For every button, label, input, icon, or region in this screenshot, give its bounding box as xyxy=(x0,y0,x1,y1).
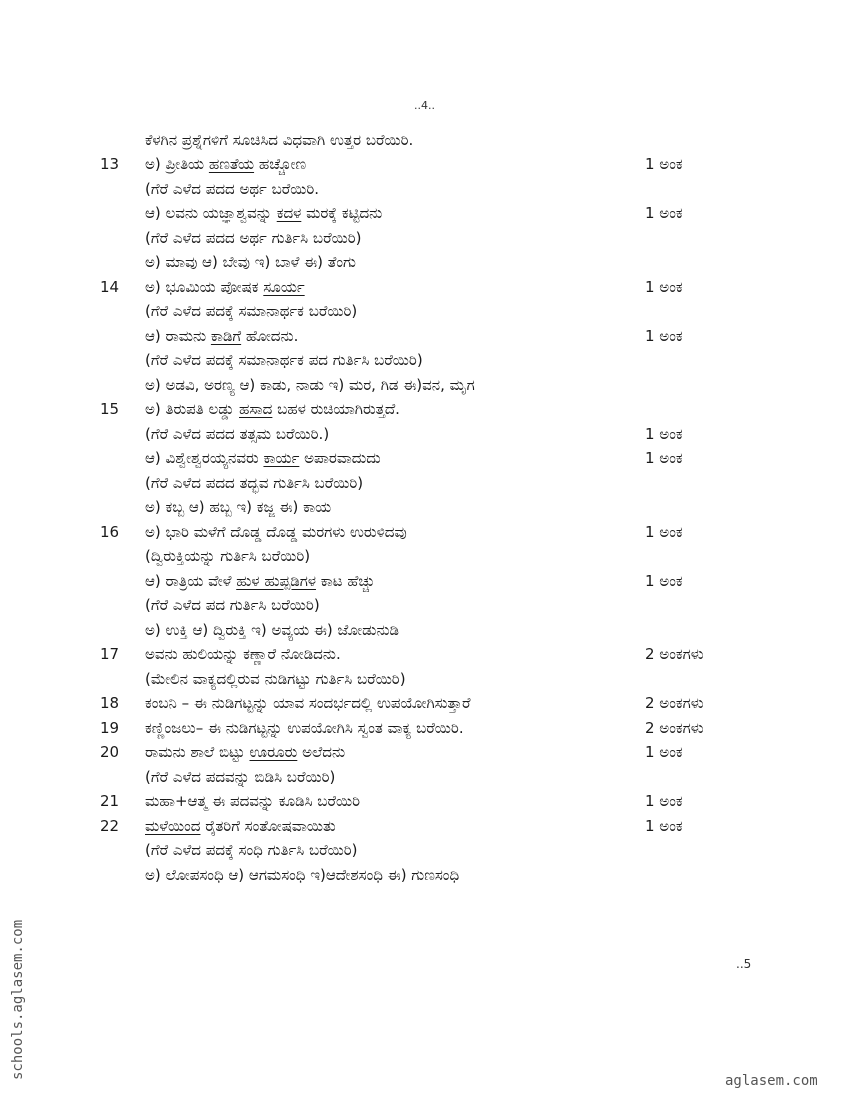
question-text-part: ಅ) ಲೋಪಸಂಧಿ ಆ) ಆಗಮಸಂಧಿ ಇ)ಆದೇಶಸಂಧಿ ಈ) ಗುಣಸಂಧಿ xyxy=(145,865,460,884)
question-text-part: (ಗೆರೆ ಎಳೆದ ಪದವನ್ನು ಬಿಡಿಸಿ ಬರೆಯಿರಿ) xyxy=(145,767,336,786)
question-text xyxy=(145,446,381,470)
question-number: 22 xyxy=(100,816,120,835)
question-text xyxy=(145,863,459,887)
instructions-text: ಕೆಳಗಿನ ಪ್ರಶ್ನೆಗಳಿಗೆ ಸೂಚಿಸಿದ ವಿಧವಾಗಿ ಉತ್ತರ ಬರೆಯಿರಿ. xyxy=(145,131,414,149)
question-text xyxy=(145,544,310,568)
question-text xyxy=(145,520,407,544)
question-text-part: (ಗೆರೆ ಎಳೆದ ಪದಕ್ಕೆ ಸಂಧಿ ಗುರ್ತಿಸಿ ಬರೆಯಿರಿ) xyxy=(145,841,358,859)
question-text xyxy=(145,716,464,740)
question-text xyxy=(145,397,400,421)
question-text-part: ಕಣ್ಣಿಂಜಲು– ಈ ನುಡಿಗಟ್ಟನ್ನು ಉಪಯೋಗಿಸಿ ಸ್ವಂತ ವಾಕ್ಯ ಬರೆಯಿರಿ. xyxy=(145,718,464,737)
question-text-part: ಅ) ಭಾರಿ ಮಳೆಗೆ ದೊಡ್ಡ ದೊಡ್ಡ ಮರಗಳು ಉರುಳಿದವು xyxy=(145,522,407,541)
marks-label: 1 ಅಂಕ xyxy=(645,155,683,173)
question-text xyxy=(145,618,399,642)
underlined-word: ಊರೂರು xyxy=(249,743,298,761)
question-text-part: (ಗೆರೆ ಎಳೆದ ಪದದ ಅರ್ಥ ಬರೆಯಿರಿ. xyxy=(145,179,320,198)
question-text xyxy=(145,667,406,691)
question-text xyxy=(145,593,320,617)
question-text-part: ಆ) ಲವನು ಯಜ್ಞಾಶ್ವವನ್ನು xyxy=(145,204,277,222)
underlined-word: ಕಾಡಿಗೆ xyxy=(210,326,242,345)
question-text-part: ಅ) ಕಬ್ಬ ಆ) ಹಬ್ಬ ಇ) ಕಜ್ಜ ಈ) ಕಾಯ xyxy=(145,498,332,516)
question-text-part: ಅಪಾರವಾದುದು xyxy=(299,449,381,467)
marks-label: 1 ಅಂಕ xyxy=(645,424,683,443)
question-text xyxy=(145,324,298,348)
question-text-part: ಅಲೆದನು xyxy=(297,743,346,761)
marks-label: 1 ಅಂಕ xyxy=(645,449,683,467)
question-text-part: ಅ) ತಿರುಪತಿ ಲಡ್ಡು xyxy=(145,400,240,418)
underlined-word: ಹಸಾದ xyxy=(239,400,273,418)
question-text xyxy=(145,373,475,397)
marks-label: 1 ಅಂಕ xyxy=(645,571,683,590)
question-text-part: ರೈತರಿಗೆ ಸಂತೋಷವಾಯಿತು xyxy=(200,816,336,835)
question-text xyxy=(145,642,341,666)
question-text-part: ಬಹಳ ರುಚಿಯಾಗಿರುತ್ತದೆ. xyxy=(272,400,400,418)
question-number: 16 xyxy=(100,522,120,541)
question-text xyxy=(145,152,306,176)
question-text xyxy=(145,569,375,593)
question-text-part: ಕಾಟ ಹೆಚ್ಚು xyxy=(315,571,375,590)
page-number-bottom: ..5 xyxy=(736,957,752,971)
underlined-word: ಕಾರ್ಯ xyxy=(263,449,300,467)
question-text-part: (ಗೆರೆ ಎಳೆದ ಪದಕ್ಕೆ ಸಮಾನಾರ್ಥಕ ಪದ ಗುರ್ತಿಸಿ ಬರೆಯಿರಿ) xyxy=(145,351,423,369)
question-text-part: ಕಂಬನಿ – ಈ ನುಡಿಗಟ್ಟನ್ನು ಯಾವ ಸಂದರ್ಭದಲ್ಲಿ ಉಪಯೋಗಿಸುತ್ತಾರೆ xyxy=(145,694,471,712)
question-text xyxy=(145,250,356,274)
marks-label: 1 ಅಂಕ xyxy=(645,522,683,541)
question-text xyxy=(145,226,362,250)
question-number: 18 xyxy=(100,694,120,712)
question-number: 20 xyxy=(100,743,120,761)
marks-label: 2 ಅಂಕಗಳು xyxy=(645,645,704,663)
marks-label: 1 ಅಂಕ xyxy=(645,326,683,345)
marks-label: 1 ಅಂಕ xyxy=(645,792,683,810)
question-text xyxy=(145,422,329,446)
marks-label: 2 ಅಂಕಗಳು xyxy=(645,694,704,712)
question-text xyxy=(145,740,345,764)
question-text xyxy=(145,275,305,299)
question-text-part: ಮರಕ್ಕೆ ಕಟ್ಟಿದನು xyxy=(301,204,383,222)
underlined-word: ಮಳೆಯಿಂದ xyxy=(145,816,201,835)
question-text xyxy=(145,299,357,323)
marks-label: 1 ಅಂಕ xyxy=(645,204,683,222)
underlined-word: ಹುಳ ಹುಪ್ಪಡಿಗಳ xyxy=(236,571,316,590)
underlined-word: ಕದಳ xyxy=(276,204,302,222)
question-text-part: ಅ) ಉಕ್ತಿ ಆ) ದ್ವಿರುಕ್ತಿ ಇ) ಅವ್ಯಯ ಈ) ಜೋಡುನುಡಿ xyxy=(145,620,400,639)
question-text-part: (ಗೆರೆ ಎಳೆದ ಪದಕ್ಕೆ ಸಮಾನಾರ್ಥಕ ಬರೆಯಿರಿ) xyxy=(145,302,358,320)
question-text-part: ಅ) ಭೂಮಿಯ ಪೋಷಕ xyxy=(145,277,264,296)
marks-label: 1 ಅಂಕ xyxy=(645,743,683,761)
question-number: 13 xyxy=(100,155,120,173)
question-text-part: (ಗೆರೆ ಎಳೆದ ಪದದ ತತ್ಸಮ ಬರೆಯಿರಿ.) xyxy=(145,424,330,443)
question-text-part: (ದ್ವಿರುಕ್ತಿಯನ್ನು ಗುರ್ತಿಸಿ ಬರೆಯಿರಿ) xyxy=(145,547,311,565)
marks-label: 2 ಅಂಕಗಳು xyxy=(645,718,704,737)
question-text xyxy=(145,838,358,862)
question-text-part: (ಗೆರೆ ಎಳೆದ ಪದದ ತದ್ಭವ ಗುರ್ತಿಸಿ ಬರೆಯಿರಿ) xyxy=(145,473,364,492)
question-number: 19 xyxy=(100,718,120,737)
page-number-top: ..4.. xyxy=(414,99,435,112)
question-text xyxy=(145,495,331,519)
side-watermark: schools.aglasem.com xyxy=(10,919,26,1080)
question-text-part: ರಾಮನು ಶಾಲೆ ಬಿಟ್ಟು xyxy=(145,743,250,761)
question-text xyxy=(145,471,363,495)
question-number: 21 xyxy=(100,792,120,810)
question-text-part: ಅ) ಮಾವು ಆ) ಬೇವು ಇ) ಬಾಳೆ ಈ) ತೆಂಗು xyxy=(145,253,356,271)
question-text xyxy=(145,201,382,225)
question-text xyxy=(145,789,360,813)
question-text-part: ಹೋದನು. xyxy=(241,326,299,345)
question-number: 15 xyxy=(100,400,120,418)
marks-label: 1 ಅಂಕ xyxy=(645,816,683,835)
underlined-word: ಸೂರ್ಯ xyxy=(263,277,305,296)
question-text-part: ಮಹಾ+ಆತ್ಮ ಈ ಪದವನ್ನು ಕೂಡಿಸಿ ಬರೆಯಿರಿ xyxy=(145,792,361,810)
question-text-part: ಆ) ವಿಶ್ವೇಶ್ವರಯ್ಯನವರು xyxy=(145,449,264,467)
question-text-part: ಆ) ರಾತ್ರಿಯ ವೇಳೆ xyxy=(145,571,237,590)
bottom-watermark: aglasem.com xyxy=(725,1073,818,1089)
question-text-part: (ಮೇಲಿನ ವಾಕ್ಯದಲ್ಲಿರುವ ನುಡಿಗಟ್ಟು ಗುರ್ತಿಸಿ ಬರೆಯಿರಿ) xyxy=(145,669,406,688)
question-text-part: (ಗೆರೆ ಎಳೆದ ಪದದ ಅರ್ಥ ಗುರ್ತಿಸಿ ಬರೆಯಿರಿ) xyxy=(145,228,362,247)
question-text-part: (ಗೆರೆ ಎಳೆದ ಪದ ಗುರ್ತಿಸಿ ಬರೆಯಿರಿ) xyxy=(145,596,320,614)
question-text-part: ಅ) ಪ್ರೀತಿಯ xyxy=(145,155,209,173)
question-text xyxy=(145,765,335,789)
question-text xyxy=(145,691,470,715)
question-text xyxy=(145,814,336,838)
question-text xyxy=(145,348,423,372)
question-text xyxy=(145,177,319,201)
question-number: 17 xyxy=(100,645,120,663)
underlined-word: ಹಣತೆಯ xyxy=(208,155,255,173)
question-text-part: ಅವನು ಹುಲಿಯನ್ನು ಕಣ್ಣಾರೆ ನೋಡಿದನು. xyxy=(145,645,341,663)
question-text-part: ಹಚ್ಚೋಣ xyxy=(254,155,307,173)
question-text-part: ಅ) ಅಡವಿ, ಅರಣ್ಯ ಆ) ಕಾಡು, ನಾಡು ಇ) ಮರ, ಗಿಡ ಈ)ವನ, ಮೃಗ xyxy=(145,375,475,394)
marks-label: 1 ಅಂಕ xyxy=(645,277,683,296)
question-number: 14 xyxy=(100,277,120,296)
question-text-part: ಆ) ರಾಮನು xyxy=(145,326,211,345)
